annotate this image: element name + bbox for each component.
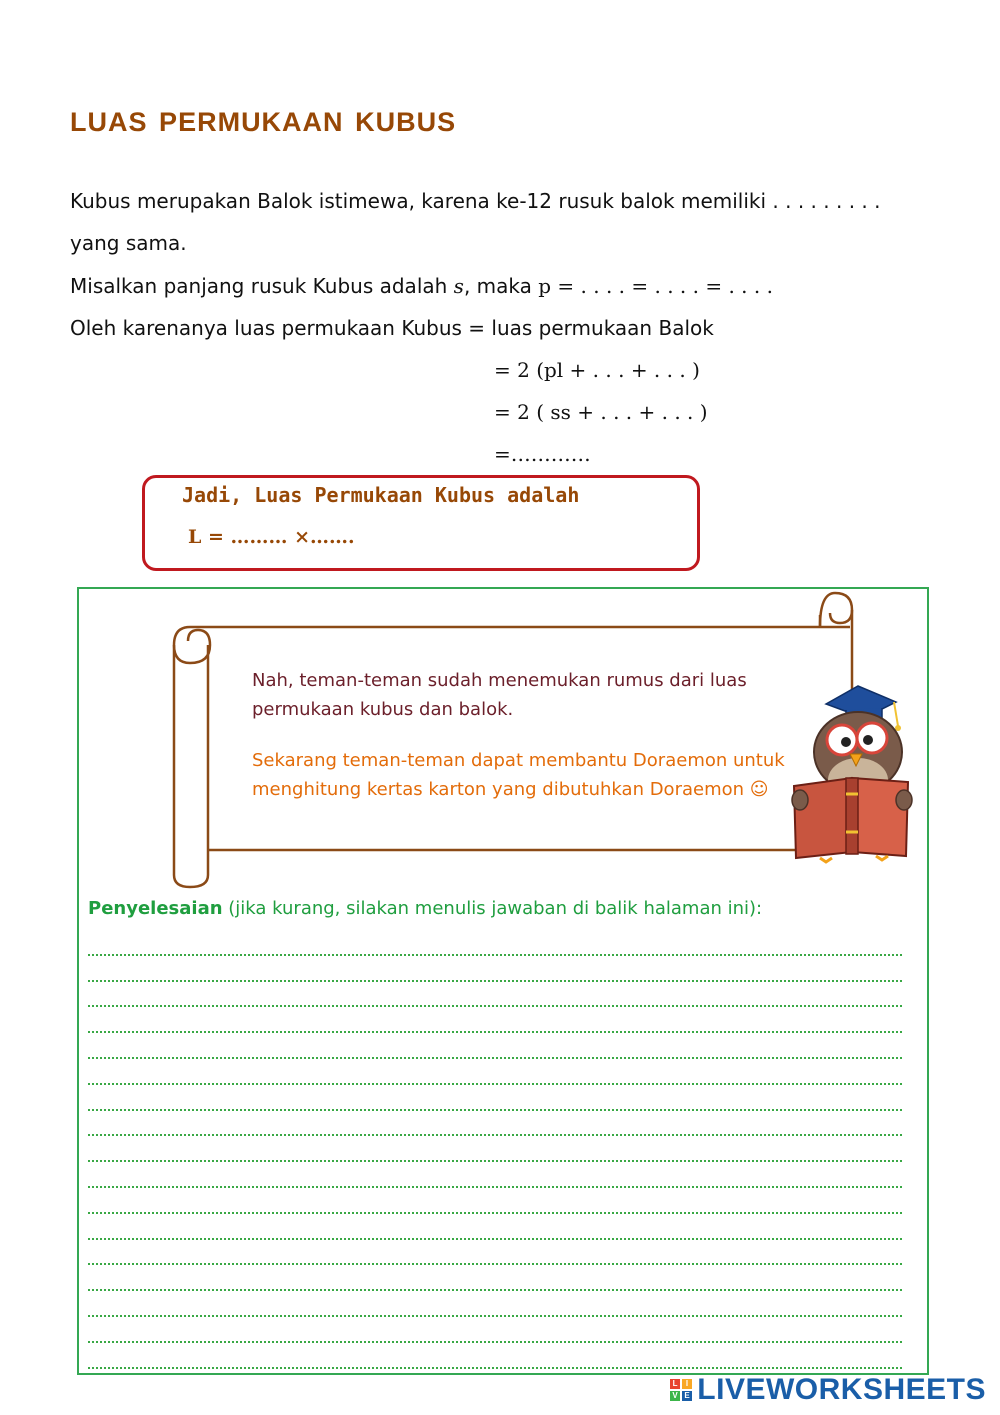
logo-text: LIVEWORKSHEETS (697, 1373, 986, 1406)
intro-line-3-math: p = . . . . = . . . . = . . . . (538, 274, 773, 298)
scroll-text-1-line-1: Nah, teman-teman sudah menemukan rumus dari luas (252, 670, 747, 691)
conclusion-title: Jadi, Luas Permukaan Kubus adalah (182, 483, 580, 507)
answer-line[interactable] (88, 1214, 902, 1240)
liveworksheets-logo (670, 1373, 986, 1407)
intro-line-2: yang sama. (70, 231, 187, 255)
answer-line[interactable] (88, 1291, 902, 1317)
owl-reading-icon (786, 682, 916, 864)
intro-line-3-prefix: Misalkan panjang rusuk Kubus adalah (70, 274, 454, 298)
answer-line[interactable] (88, 982, 902, 1008)
logo-grid-icon: L I V E (670, 1379, 692, 1401)
scroll-text-2-line-1: Sekarang teman-teman dapat membantu Doraemon untuk (252, 750, 785, 771)
solution-label: Penyelesaian (88, 898, 223, 919)
scroll-text-2-line-2: menghitung kertas karton yang dibutuhkan Doraemon ☺ (252, 779, 769, 800)
answer-line[interactable] (88, 1162, 902, 1188)
answer-line[interactable] (88, 1136, 902, 1162)
answer-line[interactable] (88, 956, 902, 982)
intro-line-1: Kubus merupakan Balok istimewa, karena ke-12 rusuk balok memiliki . . . . . . . . . (70, 189, 881, 213)
intro-line-3 (70, 272, 773, 300)
equation-2: = 2 ( ss + . . . + . . . ) (494, 400, 708, 424)
answer-line[interactable] (88, 1188, 902, 1214)
solution-heading (88, 898, 762, 919)
answer-lines[interactable] (88, 930, 902, 1369)
page-title: luas permukaan kubus (70, 98, 457, 140)
solution-note: (jika kurang, silakan menulis jawaban di balik halaman ini): (222, 898, 763, 919)
intro-line-3-mid: , maka (463, 274, 539, 298)
answer-line[interactable] (88, 1007, 902, 1033)
answer-line[interactable] (88, 1085, 902, 1111)
conclusion-formula[interactable]: L = ……… ×……. (188, 526, 355, 548)
scroll-illustration (160, 585, 860, 895)
answer-line[interactable] (88, 1265, 902, 1291)
answer-line[interactable] (88, 1343, 902, 1369)
answer-line[interactable] (88, 1033, 902, 1059)
answer-line[interactable] (88, 1317, 902, 1343)
answer-line[interactable] (88, 1111, 902, 1137)
answer-line[interactable] (88, 1059, 902, 1085)
equation-3: =………… (494, 442, 591, 466)
answer-line[interactable] (88, 1240, 902, 1266)
variable-s: s (453, 274, 464, 298)
intro-line-4: Oleh karenanya luas permukaan Kubus = luas permukaan Balok (70, 316, 714, 340)
equation-1: = 2 (pl + . . . + . . . ) (494, 358, 700, 382)
answer-line[interactable] (88, 930, 902, 956)
scroll-text-1-line-2: permukaan kubus dan balok. (252, 699, 514, 720)
